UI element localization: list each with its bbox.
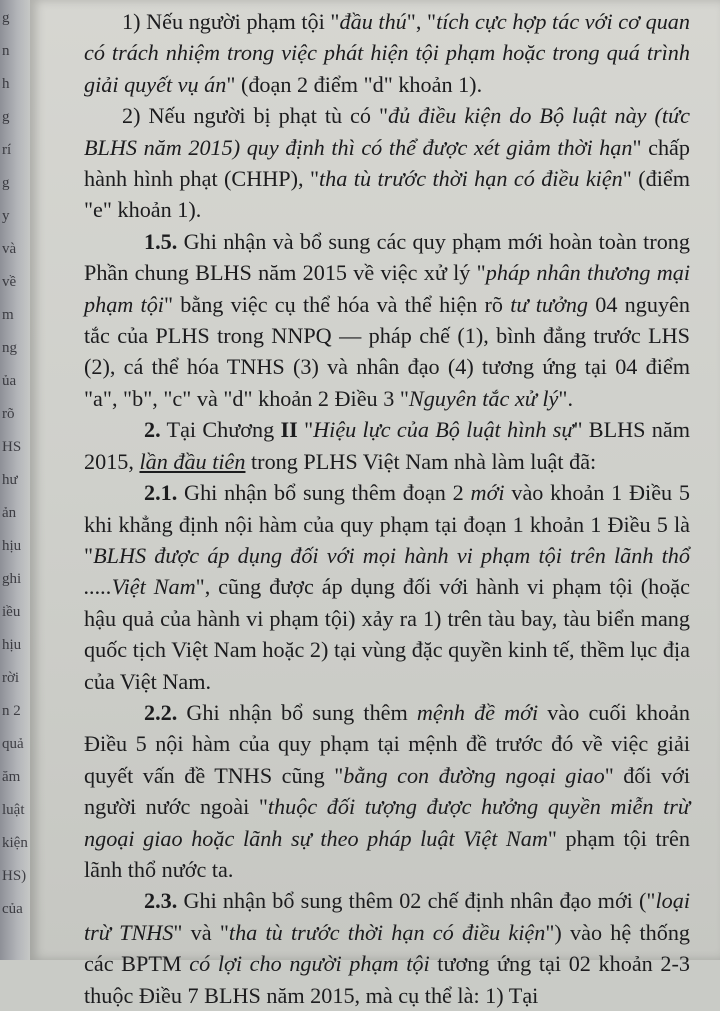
margin-fragment: g: [2, 109, 10, 125]
text-run: tích cực hợp tác với cơ quan có trách nhiệm trong việc phát hiện tội phạm hoặc trong quá trình giải quyết vụ án: [84, 9, 690, 97]
margin-fragment: ản: [2, 505, 17, 521]
text-run: ", cũng được áp dụng đối với hành vi phạm tội (hoặc hậu quả của hành vi phạm tội) xảy ra 1) trên tàu bay, tàu biển mang quốc tịch Việt Nam hoặc 2) tại vùng đặc quyền kinh tế, thềm lục địa của Việt Nam.: [84, 574, 691, 694]
text-run: 04 nguyên tắc của PLHS trong NNPQ — pháp chế (1), bình đẳng trước LHS (2), cá thể hóa TNHS (3) và nhân đạo (4) tương ứng tại 04 điểm "a", "b", "c" và "d" khoản 2 Điều 3 ": [84, 291, 690, 411]
margin-fragment: ăm: [2, 769, 21, 785]
margin-fragment: rõ: [2, 406, 15, 422]
text-run: đủ điều kiện do Bộ luật này (tức BLHS năm 2015) quy định thì có thể được xét giảm thời hạn: [84, 103, 690, 160]
page-body: [84, 6, 690, 1011]
text-run: tư tưởng: [510, 291, 589, 317]
text-run: " đối với người nước ngoài ": [84, 762, 691, 820]
text-run: " và ": [173, 919, 229, 945]
paragraph-2: [84, 100, 690, 226]
text-run: ", ": [406, 9, 437, 34]
text-run: trong PLHS Việt Nam nhà làm luật đã:: [245, 448, 597, 474]
margin-fragment: hịu: [2, 637, 22, 653]
text-run: bằng con đường ngoại giao: [343, 762, 605, 788]
text-run: 1) Nếu người phạm tội ": [122, 9, 340, 34]
text-run: BLHS được áp dụng đối với mọi hành vi phạm tội trên lãnh thổ .....Việt Nam: [84, 542, 690, 600]
margin-fragment: hịu: [2, 538, 22, 554]
paragraph-2-2: [84, 697, 690, 885]
margin-fragment: g: [2, 10, 10, 26]
margin-fragment: ng: [2, 340, 17, 356]
paragraph-2-1: [84, 477, 690, 697]
text-run: II: [280, 417, 298, 443]
margin-fragment: g: [2, 175, 10, 191]
section-number: 2.3.: [144, 888, 178, 914]
margin-fragment: quả: [2, 736, 24, 752]
text-run: Tại Chương: [160, 417, 281, 443]
text-run: mệnh đề mới: [416, 699, 539, 725]
text-run: vào khoản 1 Điều 5 khi khẳng định nội hàm của quy phạm tại đoạn 1 khoản 1 Điều 5 là ": [84, 480, 690, 568]
section-number: 2.1.: [144, 480, 178, 506]
paragraph-2-3: [84, 885, 690, 1011]
text-run: 2) Nếu người bị phạt tù có ": [122, 103, 389, 129]
section-number: 2.2.: [144, 699, 178, 725]
margin-fragment: h: [2, 76, 10, 92]
adjacent-page-strip: [0, 0, 30, 960]
text-run: loại trừ TNHS: [84, 888, 690, 945]
section-number: 1.5.: [144, 228, 178, 254]
margin-fragment: luật: [2, 802, 25, 818]
paragraph-1: [84, 6, 690, 100]
margin-fragment: y: [2, 208, 10, 224]
margin-fragment: m: [2, 307, 14, 323]
text-run: Ghi nhận và bổ sung các quy phạm mới hoàn toàn trong Phần chung BLHS năm 2015 về việc xử lý ": [84, 228, 690, 286]
section-number: 2.: [144, 417, 161, 443]
margin-fragment: và: [2, 241, 17, 257]
margin-fragment: rí: [2, 142, 12, 158]
text-run: " bằng việc cụ thể hóa và thể hiện rõ: [163, 291, 511, 317]
text-run: pháp nhân thương mại phạm tội: [84, 260, 691, 317]
text-run: Ghi nhận bổ sung thêm 02 chế định nhân đạo mới (": [177, 888, 656, 914]
margin-fragment: HS: [2, 439, 22, 455]
margin-fragment: ủa: [2, 373, 17, 389]
margin-fragment: ghi: [2, 571, 22, 587]
margin-fragment: iều: [2, 604, 21, 620]
margin-fragment: hư: [2, 472, 18, 488]
margin-fragment: của: [2, 901, 23, 917]
text-run: " (đoạn 2 điểm "d" khoản 1).: [226, 71, 483, 97]
text-run: tương ứng tại 02 khoản 2-3 thuộc Điều 7 BLHS năm 2015, mà cụ thể là: 1) Tại: [84, 951, 690, 1008]
text-run: Ghi nhận bổ sung thêm: [177, 699, 417, 725]
margin-fragment: kiện: [2, 835, 28, 851]
text-run: Nguyên tắc xử lý: [408, 385, 559, 411]
margin-fragment: n 2: [2, 703, 21, 719]
text-run: Ghi nhận bổ sung thêm đoạn 2: [177, 480, 471, 506]
margin-fragment: HS): [2, 868, 27, 884]
text-run: ": [297, 417, 314, 443]
text-run: tha tù trước thời hạn có điều kiện: [228, 919, 546, 945]
text-run: có lợi cho người phạm tội: [189, 951, 430, 977]
book-page: [30, 0, 720, 1008]
paragraph-1-5: [84, 226, 690, 414]
margin-fragment: rời: [2, 670, 20, 686]
text-run: ".: [558, 385, 573, 411]
text-run: Hiệu lực của Bộ luật hình sự: [313, 417, 574, 443]
text-run: " BLHS năm 2015,: [84, 417, 690, 474]
text-run: ") vào hệ thống các BPTM: [84, 919, 691, 977]
paragraph-2-heading: [84, 414, 690, 477]
margin-fragment: về: [2, 274, 17, 290]
text-run: " (điểm "e" khoản 1).: [84, 166, 691, 223]
text-run: đầu thú: [339, 9, 407, 34]
text-run: mới: [470, 480, 505, 506]
margin-fragment: n: [2, 43, 10, 59]
text-run: thuộc đối tượng được hưởng quyền miễn trừ ngoại giao hoặc lãnh sự theo pháp luật Việt Nam: [84, 794, 690, 851]
text-run: vào cuối khoản Điều 5 nội hàm của quy phạm tại mệnh đề trước đó về việc giải quyết vấn đề TNHS cũng ": [84, 699, 690, 788]
text-run: " phạm tội trên lãnh thổ nước ta.: [84, 825, 690, 882]
text-run: lần đầu tiên: [139, 448, 246, 474]
text-run: " chấp hành hình phạt (CHHP), ": [84, 134, 690, 192]
text-run: tha tù trước thời hạn có điều kiện: [319, 166, 623, 192]
